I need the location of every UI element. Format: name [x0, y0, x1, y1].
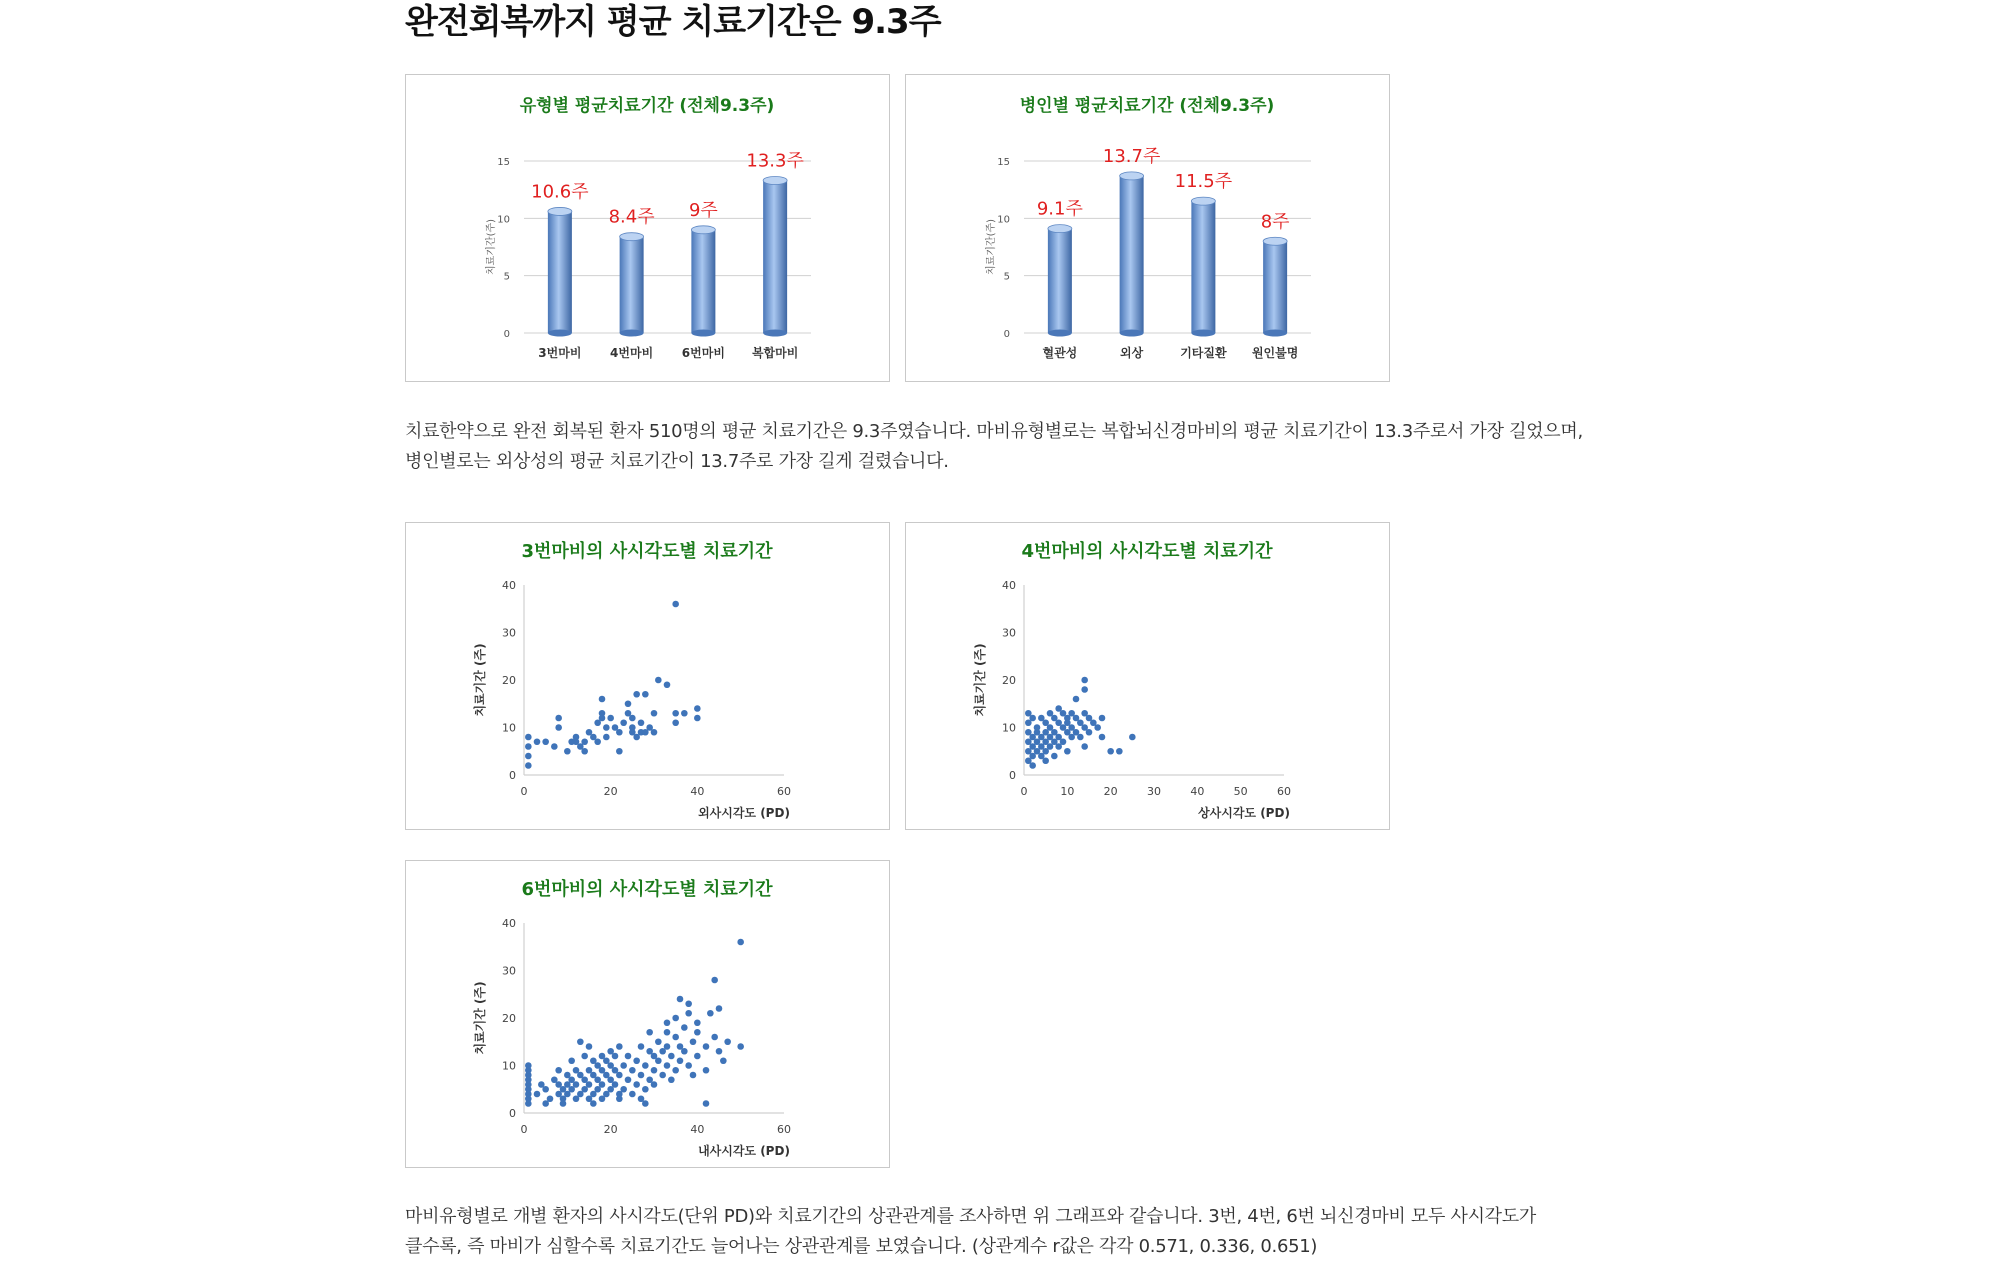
data-point: [1029, 762, 1036, 769]
data-point: [547, 1095, 554, 1102]
data-label: 8.4주: [608, 206, 655, 228]
y-tick-label: 10: [502, 1059, 516, 1073]
data-point: [568, 1057, 575, 1064]
x-tick-label: 60: [1277, 785, 1291, 798]
bar-base: [1048, 330, 1072, 337]
data-point: [612, 1081, 619, 1088]
chart-svg: [406, 523, 889, 829]
data-point: [664, 1062, 671, 1069]
data-point: [525, 762, 532, 769]
bar-cap: [1120, 172, 1144, 180]
bar-chart-by-type-panel: [405, 74, 890, 382]
data-point: [1077, 734, 1084, 741]
chart-title: 6번마비의 사시각도별 치료기간: [521, 879, 773, 900]
data-point: [737, 1043, 744, 1050]
bar-base: [1263, 330, 1287, 337]
bar: [1048, 229, 1072, 333]
data-point: [681, 1024, 688, 1031]
paragraph-summary-2: [405, 1202, 1536, 1262]
y-tick-label: 5: [1003, 271, 1010, 283]
data-point: [616, 1072, 623, 1079]
data-point: [651, 1081, 658, 1088]
data-point: [642, 1086, 649, 1093]
y-tick-label: 10: [497, 214, 510, 226]
y-tick-label: 40: [502, 917, 516, 930]
data-point: [672, 719, 679, 726]
y-tick-label: 20: [1002, 674, 1016, 687]
x-category-label: 3번마비: [538, 346, 582, 360]
data-label: 11.5주: [1174, 171, 1233, 193]
chart-svg: [906, 75, 1389, 381]
data-point: [599, 1081, 606, 1088]
y-tick-label: 5: [503, 271, 510, 283]
data-point: [668, 1053, 675, 1060]
paragraph-2-line-2: 클수록, 즉 마비가 심할수록 치료기간도 늘어나는 상관관계를 보였습니다. (상관계수 r값은 각각 0.571, 0.336, 0.651): [405, 1236, 1318, 1257]
data-point: [664, 1029, 671, 1036]
y-tick-label: 0: [509, 1107, 516, 1120]
data-point: [534, 1091, 541, 1098]
data-point: [1029, 715, 1036, 722]
data-point: [1099, 734, 1106, 741]
data-point: [616, 729, 623, 736]
data-point: [1116, 748, 1123, 755]
data-point: [525, 743, 532, 750]
data-point: [690, 1072, 697, 1079]
chart-title: 4번마비의 사시각도별 치료기간: [1021, 541, 1273, 562]
bar: [1191, 201, 1215, 333]
data-point: [651, 710, 658, 717]
data-point: [603, 734, 610, 741]
paragraph-1-line-2: 병인별로는 외상성의 평균 치료기간이 13.7주로 가장 길게 걸렸습니다.: [405, 451, 949, 472]
y-tick-label: 30: [502, 626, 516, 640]
data-point: [525, 1062, 532, 1069]
data-point: [525, 734, 532, 741]
data-point: [573, 734, 580, 741]
data-point: [1107, 748, 1114, 755]
data-point: [603, 724, 610, 731]
data-point: [542, 1086, 549, 1093]
x-category-label: 복합마비: [751, 346, 799, 360]
bar: [1263, 241, 1287, 333]
data-point: [672, 1067, 679, 1074]
bar: [1120, 176, 1144, 333]
chart-svg: [906, 523, 1389, 829]
data-point: [629, 715, 636, 722]
data-point: [694, 715, 701, 722]
data-point: [586, 1043, 593, 1050]
bar: [620, 237, 644, 333]
chart-svg: [406, 75, 889, 381]
bar-base: [763, 330, 787, 337]
y-tick-label: 15: [497, 157, 510, 168]
data-point: [642, 691, 649, 698]
data-point: [685, 1000, 692, 1007]
data-point: [599, 710, 606, 717]
data-point: [737, 939, 744, 946]
data-point: [625, 700, 632, 707]
data-point: [638, 1043, 645, 1050]
data-point: [642, 1100, 649, 1107]
y-tick-label: 20: [502, 1012, 516, 1025]
data-point: [1073, 696, 1080, 703]
x-tick-label: 20: [603, 1123, 618, 1136]
x-tick-label: 50: [1233, 785, 1248, 798]
data-point: [703, 1043, 710, 1050]
data-point: [590, 1100, 597, 1107]
scatter-3rd-nerve-panel: [405, 522, 890, 830]
data-point: [677, 1057, 684, 1064]
data-point: [633, 691, 640, 698]
data-point: [651, 729, 658, 736]
x-axis-label: 외사시각도 (PD): [698, 806, 790, 820]
data-label: 13.7주: [1102, 145, 1161, 167]
x-tick-label: 0: [520, 1123, 528, 1136]
data-point: [555, 1067, 562, 1074]
x-category-label: 외상: [1120, 346, 1144, 360]
y-tick-label: 10: [1002, 721, 1016, 735]
data-point: [672, 601, 679, 608]
chart-title: 병인별 평균치료기간 (전체9.3주): [1019, 96, 1275, 116]
data-point: [599, 696, 606, 703]
data-point: [1042, 757, 1049, 764]
data-point: [685, 1010, 692, 1017]
data-point: [629, 1091, 636, 1098]
x-tick-label: 40: [690, 785, 705, 798]
chart-title: 유형별 평균치료기간 (전체9.3주): [519, 96, 775, 116]
data-point: [633, 1081, 640, 1088]
x-category-label: 기타질환: [1180, 346, 1227, 360]
bar: [548, 211, 572, 333]
data-point: [607, 715, 614, 722]
y-tick-label: 40: [1002, 579, 1016, 592]
x-axis-label: 상사시각도 (PD): [1198, 806, 1290, 820]
paragraph-1-line-1: 치료한약으로 완전 회복된 환자 510명의 평균 치료기간은 9.3주였습니다. 마비유형별로는 복합뇌신경마비의 평균 치료기간이 13.3주로서 가장 길었으며,: [405, 421, 1583, 442]
data-point: [681, 710, 688, 717]
bar-cap: [763, 176, 787, 184]
chart-title: 3번마비의 사시각도별 치료기간: [521, 541, 773, 562]
x-category-label: 6번마비: [681, 346, 725, 360]
data-point: [581, 1053, 588, 1060]
y-tick-label: 10: [502, 721, 516, 735]
data-point: [724, 1038, 731, 1045]
data-point: [625, 1053, 632, 1060]
data-label: 13.3주: [746, 150, 804, 172]
bar: [691, 230, 715, 333]
bar-cap: [1263, 237, 1287, 245]
bar-cap: [1048, 225, 1072, 233]
data-point: [677, 996, 684, 1003]
data-point: [616, 748, 623, 755]
x-axis-label: 내사시각도 (PD): [698, 1144, 790, 1158]
data-point: [551, 743, 558, 750]
data-point: [1081, 677, 1088, 684]
y-tick-label: 30: [1002, 626, 1016, 640]
y-tick-label: 0: [509, 769, 516, 782]
bar: [763, 180, 787, 333]
data-point: [664, 1043, 671, 1050]
scatter-6th-nerve-panel: [405, 860, 890, 1168]
data-point: [707, 1010, 714, 1017]
data-point: [655, 1038, 662, 1045]
bar-chart-by-cause-panel: [905, 74, 1390, 382]
y-axis-label: 치료기간(주): [486, 218, 497, 276]
data-point: [638, 719, 645, 726]
scatter-4th-nerve-panel: [905, 522, 1390, 830]
y-tick-label: 40: [502, 579, 516, 592]
y-axis-label: 치료기간 (주): [473, 643, 487, 717]
data-label: 8주: [1260, 211, 1290, 233]
data-point: [1081, 743, 1088, 750]
data-point: [629, 1067, 636, 1074]
y-axis-label: 치료기간 (주): [473, 981, 487, 1055]
page-title: 완전회복까지 평균 치료기간은 9.3주: [405, 2, 941, 42]
data-point: [1081, 686, 1088, 693]
x-tick-label: 10: [1060, 785, 1075, 798]
data-point: [716, 1048, 723, 1055]
paragraph-2-line-1: 마비유형별로 개별 환자의 사시각도(단위 PD)와 치료기간의 상관관계를 조사하면 위 그래프와 같습니다. 3번, 4번, 6번 뇌신경마비 모두 사시각도가: [405, 1206, 1536, 1227]
x-tick-label: 30: [1147, 785, 1161, 798]
data-label: 9.1주: [1036, 198, 1083, 220]
bar-cap: [548, 207, 572, 215]
y-tick-label: 0: [1003, 329, 1010, 340]
y-tick-label: 30: [502, 964, 516, 978]
data-point: [1094, 724, 1101, 731]
paragraph-summary-1: [405, 417, 1583, 477]
y-tick-label: 10: [997, 214, 1010, 226]
data-point: [625, 1076, 632, 1083]
data-point: [620, 719, 627, 726]
x-tick-label: 40: [690, 1123, 705, 1136]
data-point: [711, 1034, 718, 1041]
bar-cap: [620, 233, 644, 241]
data-point: [1129, 734, 1136, 741]
data-point: [633, 1057, 640, 1064]
x-tick-label: 40: [1190, 785, 1205, 798]
data-point: [672, 710, 679, 717]
data-point: [690, 1038, 697, 1045]
bar-base: [1120, 330, 1144, 337]
data-point: [720, 1057, 727, 1064]
x-tick-label: 60: [777, 785, 791, 798]
y-tick-label: 15: [997, 157, 1010, 168]
data-point: [659, 1072, 666, 1079]
x-tick-label: 20: [1103, 785, 1118, 798]
y-tick-label: 0: [1009, 769, 1016, 782]
data-point: [681, 1048, 688, 1055]
data-point: [616, 1043, 623, 1050]
data-point: [1060, 738, 1067, 745]
data-point: [534, 738, 541, 745]
data-point: [664, 1019, 671, 1026]
x-tick-label: 0: [520, 785, 528, 798]
data-point: [1064, 748, 1071, 755]
data-point: [655, 1057, 662, 1064]
data-point: [573, 1081, 580, 1088]
data-point: [694, 1053, 701, 1060]
data-point: [581, 738, 588, 745]
x-category-label: 혈관성: [1042, 346, 1078, 360]
data-point: [1086, 729, 1093, 736]
data-point: [594, 738, 601, 745]
y-tick-label: 0: [503, 329, 510, 340]
y-axis-label: 치료기간(주): [986, 218, 997, 276]
data-point: [651, 1067, 658, 1074]
data-point: [577, 1038, 584, 1045]
data-point: [716, 1005, 723, 1012]
data-point: [694, 1019, 701, 1026]
data-point: [564, 748, 571, 755]
chart-svg: [406, 861, 889, 1167]
data-point: [694, 1029, 701, 1036]
x-category-label: 4번마비: [610, 346, 654, 360]
bar-base: [1191, 330, 1215, 337]
data-point: [646, 1029, 653, 1036]
data-point: [703, 1100, 710, 1107]
y-axis-label: 치료기간 (주): [973, 643, 987, 717]
data-point: [525, 753, 532, 760]
data-point: [586, 1081, 593, 1088]
bar-base: [691, 330, 715, 337]
data-point: [642, 1062, 649, 1069]
x-category-label: 원인불명: [1251, 346, 1299, 360]
data-point: [555, 715, 562, 722]
data-point: [1099, 715, 1106, 722]
data-point: [703, 1067, 710, 1074]
y-tick-label: 20: [502, 674, 516, 687]
data-point: [711, 977, 718, 984]
data-point: [638, 1072, 645, 1079]
data-point: [672, 1034, 679, 1041]
data-point: [542, 738, 549, 745]
data-point: [612, 1053, 619, 1060]
x-tick-label: 0: [1020, 785, 1028, 798]
bar-base: [548, 330, 572, 337]
data-point: [672, 1015, 679, 1022]
data-point: [685, 1062, 692, 1069]
data-point: [655, 677, 662, 684]
bar-cap: [691, 226, 715, 234]
data-label: 9주: [688, 199, 718, 221]
x-tick-label: 20: [603, 785, 618, 798]
data-label: 10.6주: [531, 181, 589, 203]
data-point: [694, 705, 701, 712]
data-point: [555, 724, 562, 731]
data-point: [581, 748, 588, 755]
data-point: [1051, 753, 1058, 760]
data-point: [668, 1076, 675, 1083]
bar-cap: [1191, 197, 1215, 205]
data-point: [664, 681, 671, 688]
data-point: [620, 1086, 627, 1093]
data-point: [620, 1062, 627, 1069]
bar-base: [620, 330, 644, 337]
x-tick-label: 60: [777, 1123, 791, 1136]
